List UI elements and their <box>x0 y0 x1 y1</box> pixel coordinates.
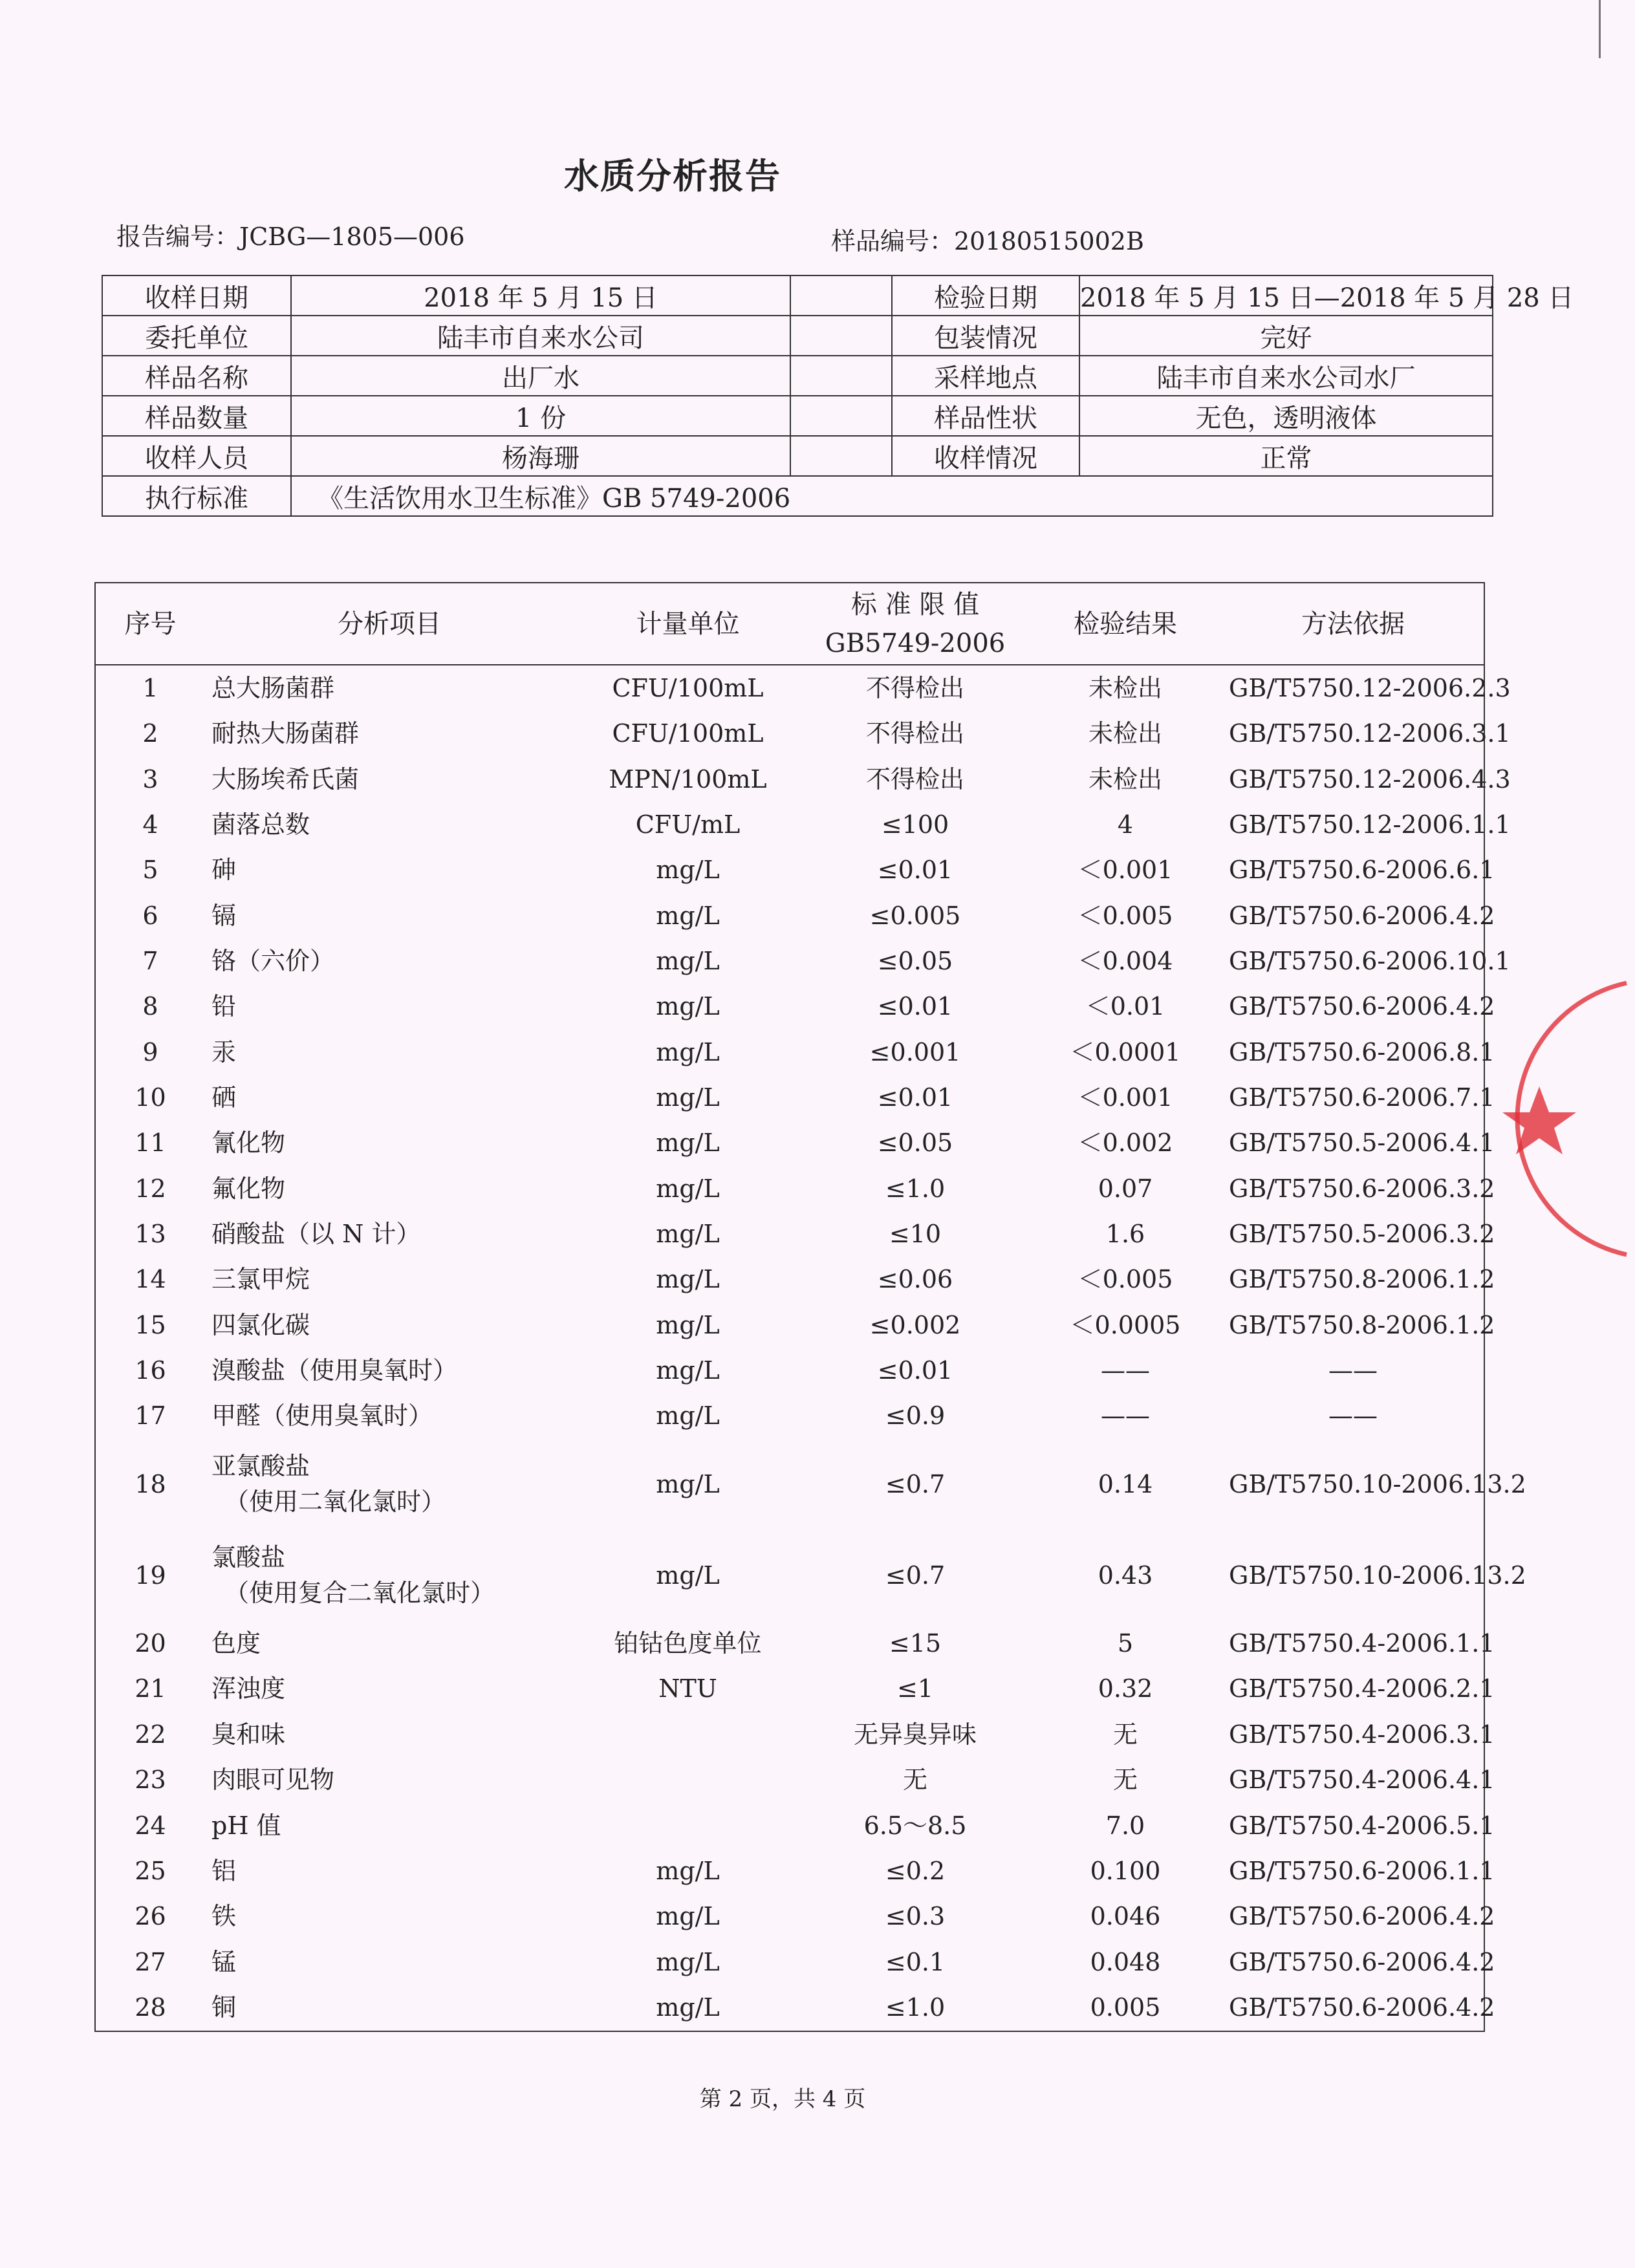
receiver-label: 收样人员 <box>102 436 291 476</box>
cell-limit: ≤0.01 <box>877 1083 953 1112</box>
sample-info-table <box>102 275 1574 517</box>
cell-result: ＜0.0001 <box>1070 1037 1181 1066</box>
cell-method: GB/T5750.6-2006.4.2 <box>1229 1902 1495 1931</box>
standard-value: 《生活饮用水卫生标准》GB 5749-2006 <box>291 476 1493 516</box>
cell-limit: ≤1 <box>896 1674 934 1703</box>
cell-unit: mg/L <box>656 1310 720 1339</box>
test-date-value: 2018 年 5 月 15 日—2018 年 5 月 28 日 <box>1079 275 1493 316</box>
cell-unit: mg/L <box>656 1265 720 1294</box>
table-row <box>95 1121 1484 1166</box>
cell-unit: mg/L <box>656 1037 720 1066</box>
cell-item <box>205 1758 574 1803</box>
item-name: 浑浊度 <box>211 1674 286 1703</box>
cell-unit: mg/L <box>656 1083 720 1112</box>
cell-limit: ≤0.005 <box>869 901 961 930</box>
cell-no: 16 <box>135 1356 166 1385</box>
cell-method: GB/T5750.6-2006.4.2 <box>1229 901 1495 930</box>
cell-unit: mg/L <box>656 946 720 975</box>
item-name: 三氯甲烷 <box>211 1265 310 1294</box>
cell-item <box>205 848 574 893</box>
cell-result: ＜0.001 <box>1077 856 1173 885</box>
cell-limit: 无 <box>902 1766 927 1795</box>
report-number: 报告编号：JCBG—1805—006 <box>116 222 465 251</box>
cell-limit: ≤1.0 <box>885 1174 946 1203</box>
item-name: 溴酸盐（使用臭氧时） <box>211 1356 458 1385</box>
item-name: 铅 <box>211 992 237 1021</box>
item-name: 镉 <box>211 901 237 930</box>
item-name: 铁 <box>211 1902 237 1931</box>
scan-edge-mark <box>1599 0 1601 58</box>
cell-item <box>205 1030 574 1075</box>
sampling-site-label: 采样地点 <box>892 356 1079 396</box>
cell-unit <box>574 1758 802 1803</box>
cell-limit: ≤0.7 <box>885 1561 946 1590</box>
cell-result: 7.0 <box>1105 1811 1145 1840</box>
cell-item <box>205 938 574 984</box>
cell-unit: mg/L <box>656 1902 720 1931</box>
item-name: 臭和味 <box>211 1720 286 1749</box>
item-name: 硝酸盐（以 N 计） <box>211 1220 421 1249</box>
info-spacer <box>790 436 892 476</box>
col-limit-header <box>802 583 1028 665</box>
cell-method: GB/T5750.8-2006.1.2 <box>1229 1310 1495 1339</box>
sample-nature-value: 无色，透明液体 <box>1079 396 1493 436</box>
cell-method: —— <box>1328 1401 1378 1431</box>
item-name: 氟化物 <box>211 1174 286 1203</box>
cell-result: ＜0.001 <box>1077 1083 1173 1112</box>
cell-result: 5 <box>1117 1629 1134 1658</box>
cell-item <box>205 1667 574 1712</box>
cell-item <box>205 757 574 802</box>
cell-limit: ≤0.05 <box>877 1129 953 1158</box>
table-row <box>95 1257 1484 1302</box>
info-spacer <box>790 275 892 316</box>
cell-item <box>205 665 574 711</box>
cell-unit: 铂钴色度单位 <box>614 1629 762 1658</box>
cell-no: 25 <box>135 1856 166 1885</box>
cell-method: GB/T5750.12-2006.4.3 <box>1229 764 1511 794</box>
cell-item <box>205 711 574 757</box>
cell-result: ＜0.005 <box>1077 901 1173 930</box>
cell-no: 13 <box>135 1220 166 1249</box>
table-row <box>95 1985 1484 2031</box>
cell-unit: CFU/100mL <box>612 673 764 702</box>
cell-result: 4 <box>1117 810 1134 839</box>
cell-item <box>205 1712 574 1757</box>
cell-result: 未检出 <box>1088 673 1162 702</box>
cell-no: 5 <box>142 856 158 885</box>
table-row <box>95 1394 1484 1439</box>
cell-no: 2 <box>142 719 158 748</box>
cell-item <box>205 1803 574 1848</box>
cell-item <box>205 1075 574 1120</box>
cell-limit: ≤0.06 <box>877 1265 953 1294</box>
table-row <box>95 1211 1484 1257</box>
cell-item <box>205 1166 574 1211</box>
cell-result: 未检出 <box>1088 764 1162 794</box>
item-name: 锰 <box>211 1947 237 1976</box>
item-name: 氯酸盐 <box>211 1543 286 1572</box>
cell-method: GB/T5750.4-2006.5.1 <box>1229 1811 1495 1840</box>
info-spacer <box>790 396 892 436</box>
table-row <box>95 1667 1484 1712</box>
info-spacer <box>790 316 892 356</box>
cell-limit: ≤0.05 <box>877 946 953 975</box>
cell-item <box>205 1894 574 1939</box>
cell-item <box>205 1985 574 2031</box>
cell-no: 28 <box>135 1993 166 2022</box>
cell-result: 0.14 <box>1098 1469 1153 1498</box>
col-method-header: 方法依据 <box>1222 583 1484 665</box>
receive-status-value: 正常 <box>1079 436 1493 476</box>
cell-method: GB/T5750.4-2006.3.1 <box>1229 1720 1495 1749</box>
cell-result: 0.43 <box>1098 1561 1153 1590</box>
cell-result: 0.100 <box>1090 1856 1161 1885</box>
cell-result: 0.32 <box>1098 1674 1153 1703</box>
cell-method: GB/T5750.4-2006.2.1 <box>1229 1674 1495 1703</box>
receive-date-label: 收样日期 <box>102 275 291 316</box>
item-name: 铝 <box>211 1856 237 1885</box>
table-row <box>95 938 1484 984</box>
info-spacer <box>790 356 892 396</box>
cell-item <box>205 1848 574 1894</box>
cell-item <box>205 1348 574 1393</box>
page-title: 水质分析报告 <box>564 155 781 197</box>
table-row <box>95 1439 1484 1530</box>
cell-method: GB/T5750.6-2006.4.2 <box>1229 1947 1495 1976</box>
table-row <box>95 1302 1484 1348</box>
sample-nature-label: 样品性状 <box>892 396 1079 436</box>
cell-limit: ≤1.0 <box>885 1993 946 2022</box>
cell-result: ＜0.004 <box>1077 946 1173 975</box>
cell-no: 3 <box>142 764 158 794</box>
table-row <box>95 893 1484 938</box>
cell-item <box>205 984 574 1030</box>
sample-qty-label: 样品数量 <box>102 396 291 436</box>
table-row <box>95 1894 1484 1939</box>
cell-result: —— <box>1101 1401 1150 1431</box>
item-name-note: （使用复合二氧化氯时） <box>224 1579 495 1608</box>
cell-unit: MPN/100mL <box>609 764 767 794</box>
cell-no: 8 <box>142 992 158 1021</box>
col-item-header: 分析项目 <box>205 583 574 665</box>
cell-method: GB/T5750.6-2006.8.1 <box>1229 1037 1495 1066</box>
cell-item <box>205 1439 574 1530</box>
cell-method: GB/T5750.12-2006.2.3 <box>1229 673 1511 702</box>
cell-limit: ≤0.1 <box>885 1947 946 1976</box>
cell-result: 0.07 <box>1098 1174 1153 1203</box>
cell-method: GB/T5750.12-2006.1.1 <box>1229 810 1511 839</box>
cell-no: 7 <box>142 946 158 975</box>
cell-method: GB/T5750.6-2006.6.1 <box>1229 856 1495 885</box>
cell-item <box>205 1211 574 1257</box>
item-name: 亚氯酸盐 <box>211 1452 310 1481</box>
cell-method: GB/T5750.8-2006.1.2 <box>1229 1265 1495 1294</box>
cell-unit: mg/L <box>656 1993 720 2022</box>
item-name: 汞 <box>211 1037 237 1066</box>
info-row <box>102 275 1493 316</box>
item-name: pH 值 <box>211 1811 281 1840</box>
cell-result: —— <box>1101 1356 1150 1385</box>
table-row <box>95 1075 1484 1120</box>
cell-result: ＜0.01 <box>1085 992 1165 1021</box>
cell-method: —— <box>1328 1356 1378 1385</box>
cell-unit: mg/L <box>656 1220 720 1249</box>
cell-no: 14 <box>135 1265 166 1294</box>
cell-unit: CFU/100mL <box>612 719 764 748</box>
table-row <box>95 665 1484 711</box>
page-footer: 第 2 页，共 4 页 <box>699 2086 866 2112</box>
item-name: 总大肠菌群 <box>211 673 335 702</box>
table-row <box>95 1939 1484 1985</box>
cell-item <box>205 893 574 938</box>
col-no-header: 序号 <box>95 583 205 665</box>
table-row <box>95 1758 1484 1803</box>
cell-result: 未检出 <box>1088 719 1162 748</box>
cell-no: 22 <box>135 1720 166 1749</box>
sample-name-value: 出厂水 <box>291 356 790 396</box>
cell-no: 21 <box>135 1674 166 1703</box>
cell-limit: ≤10 <box>889 1220 942 1249</box>
cell-method: GB/T5750.6-2006.3.2 <box>1229 1174 1495 1203</box>
standard-label: 执行标准 <box>102 476 291 516</box>
item-name: 铜 <box>211 1993 237 2022</box>
cell-result: ＜0.005 <box>1077 1265 1173 1294</box>
info-row <box>102 436 1493 476</box>
cell-unit: mg/L <box>656 1174 720 1203</box>
cell-no: 15 <box>135 1310 166 1339</box>
cell-result: 无 <box>1112 1720 1138 1749</box>
cell-limit: ≤15 <box>889 1629 942 1658</box>
cell-unit: mg/L <box>656 901 720 930</box>
cell-no: 18 <box>135 1469 166 1498</box>
sampling-site-value: 陆丰市自来水公司水厂 <box>1079 356 1493 396</box>
cell-limit: ≤0.9 <box>885 1401 946 1431</box>
cell-unit: mg/L <box>656 1947 720 1976</box>
cell-no: 20 <box>135 1629 166 1658</box>
item-name: 四氯化碳 <box>211 1310 310 1339</box>
cell-result: 0.048 <box>1090 1947 1161 1976</box>
cell-method: GB/T5750.10-2006.13.2 <box>1229 1469 1526 1498</box>
cell-limit: ≤0.002 <box>869 1310 961 1339</box>
cell-limit: ≤0.7 <box>885 1469 946 1498</box>
item-name-note: （使用二氧化氯时） <box>224 1487 446 1517</box>
analysis-rows <box>95 665 1526 2031</box>
cell-limit: 6.5～8.5 <box>863 1811 967 1840</box>
receiver-value: 杨海珊 <box>291 436 790 476</box>
table-row <box>95 1621 1484 1667</box>
sample-qty-value: 1 份 <box>291 396 790 436</box>
item-name: 大肠埃希氏菌 <box>211 764 360 794</box>
info-row <box>102 476 1493 516</box>
packaging-label: 包装情况 <box>892 316 1079 356</box>
info-row <box>102 356 1493 396</box>
table-row <box>95 1712 1484 1757</box>
col-result-header: 检验结果 <box>1028 583 1222 665</box>
cell-limit: ≤0.2 <box>885 1856 946 1885</box>
cell-unit: mg/L <box>656 1469 720 1498</box>
cell-no: 4 <box>142 810 158 839</box>
cell-result: 1.6 <box>1105 1220 1145 1249</box>
item-name: 肉眼可见物 <box>211 1766 335 1795</box>
cell-no: 1 <box>142 673 158 702</box>
item-name: 砷 <box>211 856 237 885</box>
item-name: 耐热大肠菌群 <box>211 719 360 748</box>
item-name: 硒 <box>211 1083 237 1112</box>
item-name: 色度 <box>211 1629 261 1658</box>
cell-unit: mg/L <box>656 1401 720 1431</box>
col-unit-header: 计量单位 <box>574 583 802 665</box>
cell-method: GB/T5750.5-2006.4.1 <box>1229 1129 1495 1158</box>
cell-unit: mg/L <box>656 1561 720 1590</box>
cell-no: 23 <box>135 1766 166 1795</box>
cell-limit: ≤0.001 <box>869 1037 961 1066</box>
cell-limit: ≤100 <box>881 810 949 839</box>
cell-method: GB/T5750.6-2006.4.2 <box>1229 992 1495 1021</box>
cell-result: 无 <box>1112 1766 1138 1795</box>
cell-no: 12 <box>135 1174 166 1203</box>
cell-limit: ≤0.01 <box>877 992 953 1021</box>
table-row <box>95 711 1484 757</box>
cell-unit: mg/L <box>656 1856 720 1885</box>
cell-result: ＜0.0005 <box>1070 1310 1181 1339</box>
cell-no: 26 <box>135 1902 166 1931</box>
cell-limit: ≤0.01 <box>877 856 953 885</box>
cell-unit: mg/L <box>656 992 720 1021</box>
table-row <box>95 1166 1484 1211</box>
table-row <box>95 848 1484 893</box>
receive-date-value: 2018 年 5 月 15 日 <box>291 275 790 316</box>
cell-unit: NTU <box>658 1674 717 1703</box>
cell-limit: 不得检出 <box>865 673 964 702</box>
cell-unit <box>574 1803 802 1848</box>
cell-item <box>205 1257 574 1302</box>
analysis-table <box>94 582 1526 2032</box>
item-name: 铬（六价） <box>211 946 335 975</box>
table-row <box>95 1030 1484 1075</box>
info-row <box>102 316 1493 356</box>
cell-method: GB/T5750.6-2006.7.1 <box>1229 1083 1495 1112</box>
cell-no: 6 <box>142 901 158 930</box>
cell-no: 10 <box>135 1083 166 1112</box>
cell-limit: ≤0.3 <box>885 1902 946 1931</box>
cell-result: 0.005 <box>1090 1993 1161 2022</box>
cell-method: GB/T5750.12-2006.3.1 <box>1229 719 1511 748</box>
info-row <box>102 396 1493 436</box>
cell-no: 17 <box>135 1401 166 1431</box>
cell-unit <box>574 1712 802 1757</box>
cell-limit: ≤0.01 <box>877 1356 953 1385</box>
cell-method: GB/T5750.4-2006.4.1 <box>1229 1766 1495 1795</box>
cell-item <box>205 1302 574 1348</box>
cell-method: GB/T5750.6-2006.10.1 <box>1229 946 1511 975</box>
item-name: 菌落总数 <box>211 810 310 839</box>
packaging-value: 完好 <box>1079 316 1493 356</box>
test-date-label: 检验日期 <box>892 275 1079 316</box>
cell-method: GB/T5750.4-2006.1.1 <box>1229 1629 1495 1658</box>
table-row <box>95 1803 1484 1848</box>
cell-unit: CFU/mL <box>635 810 741 839</box>
cell-no: 27 <box>135 1947 166 1976</box>
client-label: 委托单位 <box>102 316 291 356</box>
cell-method: GB/T5750.5-2006.3.2 <box>1229 1220 1495 1249</box>
cell-method: GB/T5750.6-2006.4.2 <box>1229 1993 1495 2022</box>
cell-no: 19 <box>135 1561 166 1590</box>
receive-status-label: 收样情况 <box>892 436 1079 476</box>
cell-item <box>205 1530 574 1621</box>
cell-unit: mg/L <box>656 856 720 885</box>
cell-no: 9 <box>142 1037 158 1066</box>
cell-item <box>205 1939 574 1985</box>
table-row <box>95 802 1484 847</box>
client-value: 陆丰市自来水公司 <box>291 316 790 356</box>
cell-result: 0.046 <box>1090 1902 1161 1931</box>
table-row <box>95 984 1484 1030</box>
item-name: 氰化物 <box>211 1129 286 1158</box>
cell-item <box>205 1394 574 1439</box>
limit-header-line2: GB5749-2006 <box>825 628 1006 658</box>
sample-number: 样品编号：20180515002B <box>831 227 1144 255</box>
seal-stamp <box>1478 957 1635 1268</box>
table-row <box>95 757 1484 802</box>
cell-limit: 无异臭异味 <box>853 1720 977 1749</box>
table-row <box>95 1348 1484 1393</box>
cell-method: GB/T5750.10-2006.13.2 <box>1229 1561 1526 1590</box>
item-name: 甲醛（使用臭氧时） <box>211 1401 433 1431</box>
table-row <box>95 1848 1484 1894</box>
cell-item <box>205 1121 574 1166</box>
cell-limit: 不得检出 <box>865 764 964 794</box>
cell-unit: mg/L <box>656 1129 720 1158</box>
limit-header-line1: 标 准 限 值 <box>850 589 980 620</box>
analysis-header-row <box>95 583 1484 665</box>
cell-item <box>205 802 574 847</box>
cell-limit: 不得检出 <box>865 719 964 748</box>
cell-result: ＜0.002 <box>1077 1129 1173 1158</box>
cell-item <box>205 1621 574 1667</box>
cell-no: 24 <box>135 1811 166 1840</box>
table-row <box>95 1530 1484 1621</box>
sample-name-label: 样品名称 <box>102 356 291 396</box>
cell-no: 11 <box>135 1129 166 1158</box>
cell-method: GB/T5750.6-2006.1.1 <box>1229 1856 1495 1885</box>
cell-unit: mg/L <box>656 1356 720 1385</box>
